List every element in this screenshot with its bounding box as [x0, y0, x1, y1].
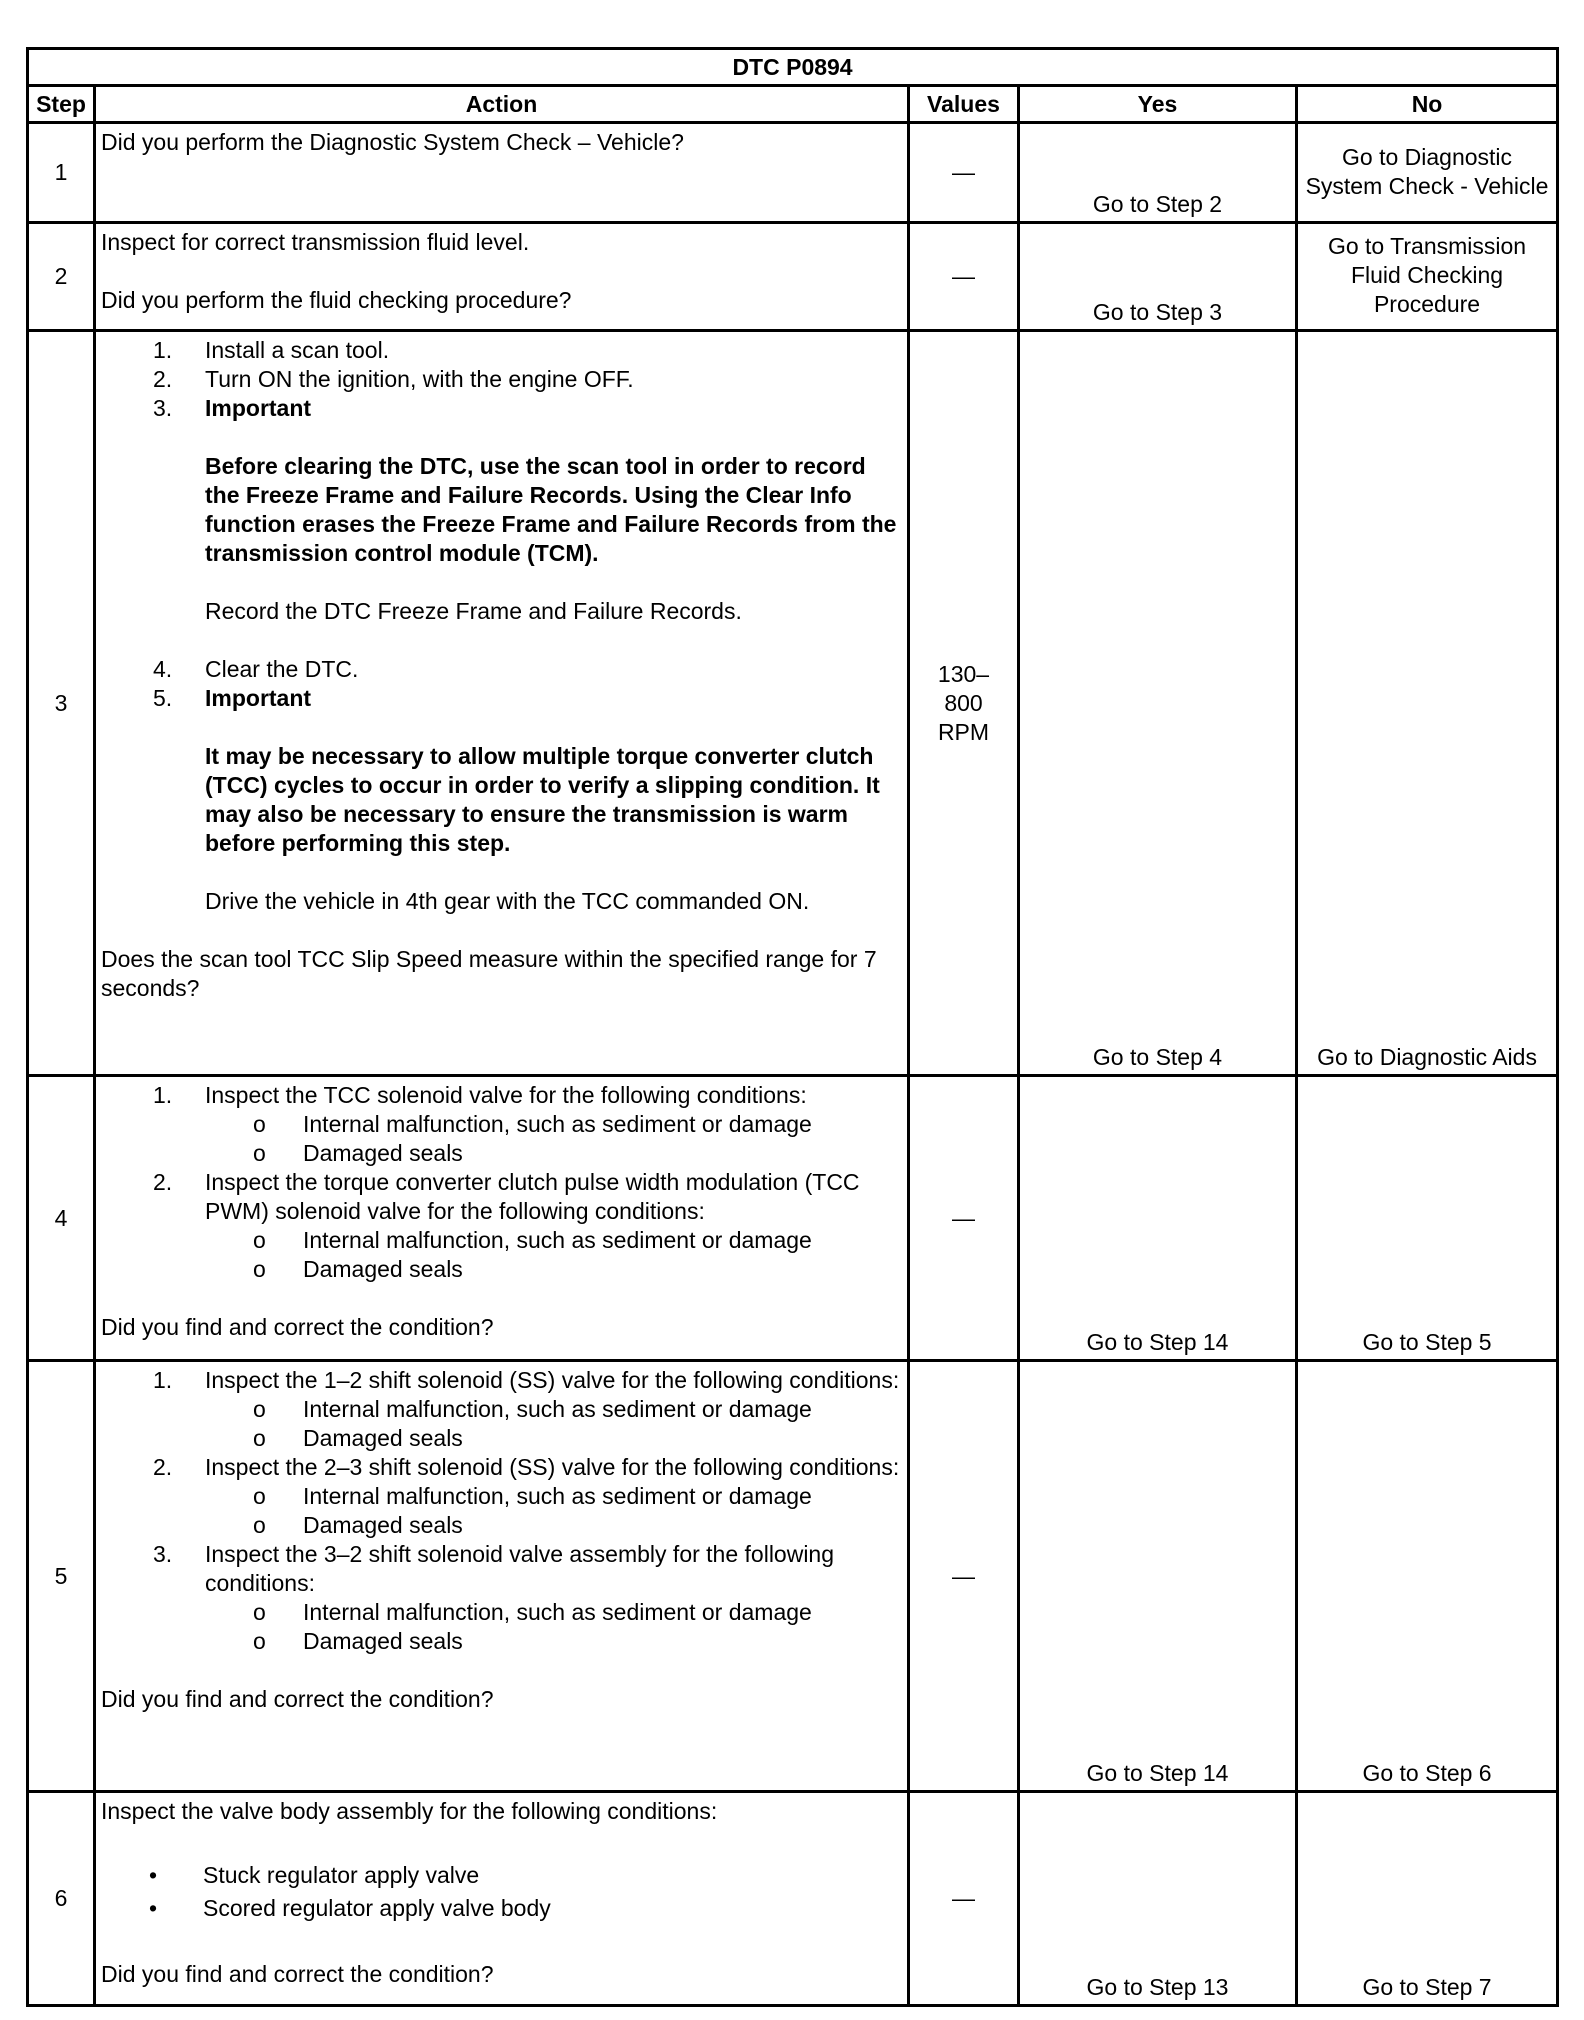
yes-cell: Go to Step 14: [1019, 1076, 1297, 1361]
no-cell: Go to Step 7: [1297, 1792, 1558, 2006]
list-item: Drive the vehicle in 4th gear with the TCC commanded ON.: [205, 888, 810, 914]
no-cell: Go to Diagnostic Aids: [1297, 331, 1558, 1076]
list-item: 2. Inspect the 2–3 shift solenoid (SS) valve for the following conditions:: [153, 1454, 900, 1480]
list-item: 1. Inspect the 1–2 shift solenoid (SS) valve for the following conditions:: [153, 1367, 900, 1393]
sub-item: o Damaged seals: [253, 1140, 463, 1166]
list-item: 2. Turn ON the ignition, with the engine OFF.: [153, 366, 634, 392]
table-row: [28, 331, 1558, 1076]
bullet-item: • Scored regulator apply valve body: [149, 1895, 551, 1921]
sub-item: o Internal malfunction, such as sediment or damage: [253, 1396, 812, 1422]
no-cell: Go to Step 6: [1297, 1361, 1558, 1792]
action-question: Did you find and correct the condition?: [101, 1314, 494, 1340]
yes-cell: Go to Step 13: [1019, 1792, 1297, 2006]
header-yes: Yes: [1019, 86, 1297, 123]
dtc-table: [26, 47, 1559, 2007]
no-cell: Go to Diagnostic System Check - Vehicle: [1297, 123, 1558, 223]
sub-item: o Internal malfunction, such as sediment or damage: [253, 1483, 812, 1509]
step-number: 3: [28, 331, 95, 1076]
list-item: 4. Clear the DTC.: [153, 656, 359, 682]
step-number: 1: [28, 123, 95, 223]
sub-item: o Internal malfunction, such as sediment or damage: [253, 1599, 812, 1625]
header-row: [28, 86, 1558, 123]
value-cell: —: [909, 223, 1019, 331]
table-row: [28, 123, 1558, 223]
value-cell: —: [909, 123, 1019, 223]
yes-cell: Go to Step 4: [1019, 331, 1297, 1076]
bullet-item: • Stuck regulator apply valve: [149, 1862, 480, 1888]
sub-item: o Internal malfunction, such as sediment or damage: [253, 1111, 812, 1137]
action-cell: [95, 1361, 909, 1792]
list-item: 3. Inspect the 3–2 shift solenoid valve assembly for the following conditions:: [153, 1541, 835, 1596]
table-title: DTC P0894: [28, 49, 1558, 86]
yes-cell: Go to Step 3: [1019, 223, 1297, 331]
value-cell: —: [909, 1361, 1019, 1792]
step-number: 2: [28, 223, 95, 331]
header-values: Values: [909, 86, 1019, 123]
action-text: Did you perform the Diagnostic System Check – Vehicle?: [101, 129, 684, 155]
action-cell: [95, 123, 909, 223]
sub-item: o Damaged seals: [253, 1256, 463, 1282]
list-item: 1. Inspect the TCC solenoid valve for the following conditions:: [153, 1082, 807, 1108]
step-number: 5: [28, 1361, 95, 1792]
header-action: Action: [95, 86, 909, 123]
table-row: [28, 1076, 1558, 1361]
value-cell: —: [909, 1076, 1019, 1361]
table-row: [28, 1792, 1558, 2006]
action-text: Inspect for correct transmission fluid level.: [101, 229, 530, 255]
action-cell: [95, 331, 909, 1076]
sub-item: o Damaged seals: [253, 1512, 463, 1538]
sub-item: o Damaged seals: [253, 1628, 463, 1654]
yes-cell: Go to Step 14: [1019, 1361, 1297, 1792]
list-item: 2. Inspect the torque converter clutch pulse width modulation (TCC PWM) solenoid valve for the following conditions:: [153, 1169, 860, 1224]
header-step: Step: [28, 86, 95, 123]
step-number: 6: [28, 1792, 95, 2006]
important-note: It may be necessary to allow multiple torque converter clutch (TCC) cycles to occur in order to verify a slipping condition. It may also be necessary to ensure the transmission is warm before performing this step.: [205, 743, 880, 856]
action-question: Did you find and correct the condition?: [101, 1686, 494, 1712]
sub-item: o Internal malfunction, such as sediment or damage: [253, 1227, 812, 1253]
no-cell: Go to Step 5: [1297, 1076, 1558, 1361]
title-row: [28, 49, 1558, 86]
action-text: Inspect the valve body assembly for the following conditions:: [101, 1798, 718, 1824]
table-row: [28, 223, 1558, 331]
action-cell: [95, 1076, 909, 1361]
value-cell: 130– 800 RPM: [909, 331, 1019, 1076]
list-item: 3. Important: [153, 395, 312, 421]
action-question: Does the scan tool TCC Slip Speed measure within the specified range for 7 seconds?: [101, 946, 877, 1001]
important-note: Before clearing the DTC, use the scan tool in order to record the Freeze Frame and Failure Records. Using the Clear Info function erases the Freeze Frame and Failure Records from the transmission control module (TCM).: [205, 453, 897, 566]
sub-item: o Damaged seals: [253, 1425, 463, 1451]
step-number: 4: [28, 1076, 95, 1361]
table-row: [28, 1361, 1558, 1792]
list-item: 1. Install a scan tool.: [153, 337, 390, 363]
header-no: No: [1297, 86, 1558, 123]
list-item: 5. Important: [153, 685, 312, 711]
action-question: Did you perform the fluid checking procedure?: [101, 287, 572, 313]
action-cell: [95, 1792, 909, 2006]
action-question: Did you find and correct the condition?: [101, 1961, 494, 1987]
no-cell: Go to Transmission Fluid Checking Procedure: [1297, 223, 1558, 331]
action-cell: [95, 223, 909, 331]
yes-cell: Go to Step 2: [1019, 123, 1297, 223]
list-item: Record the DTC Freeze Frame and Failure Records.: [205, 598, 742, 624]
value-cell: —: [909, 1792, 1019, 2006]
